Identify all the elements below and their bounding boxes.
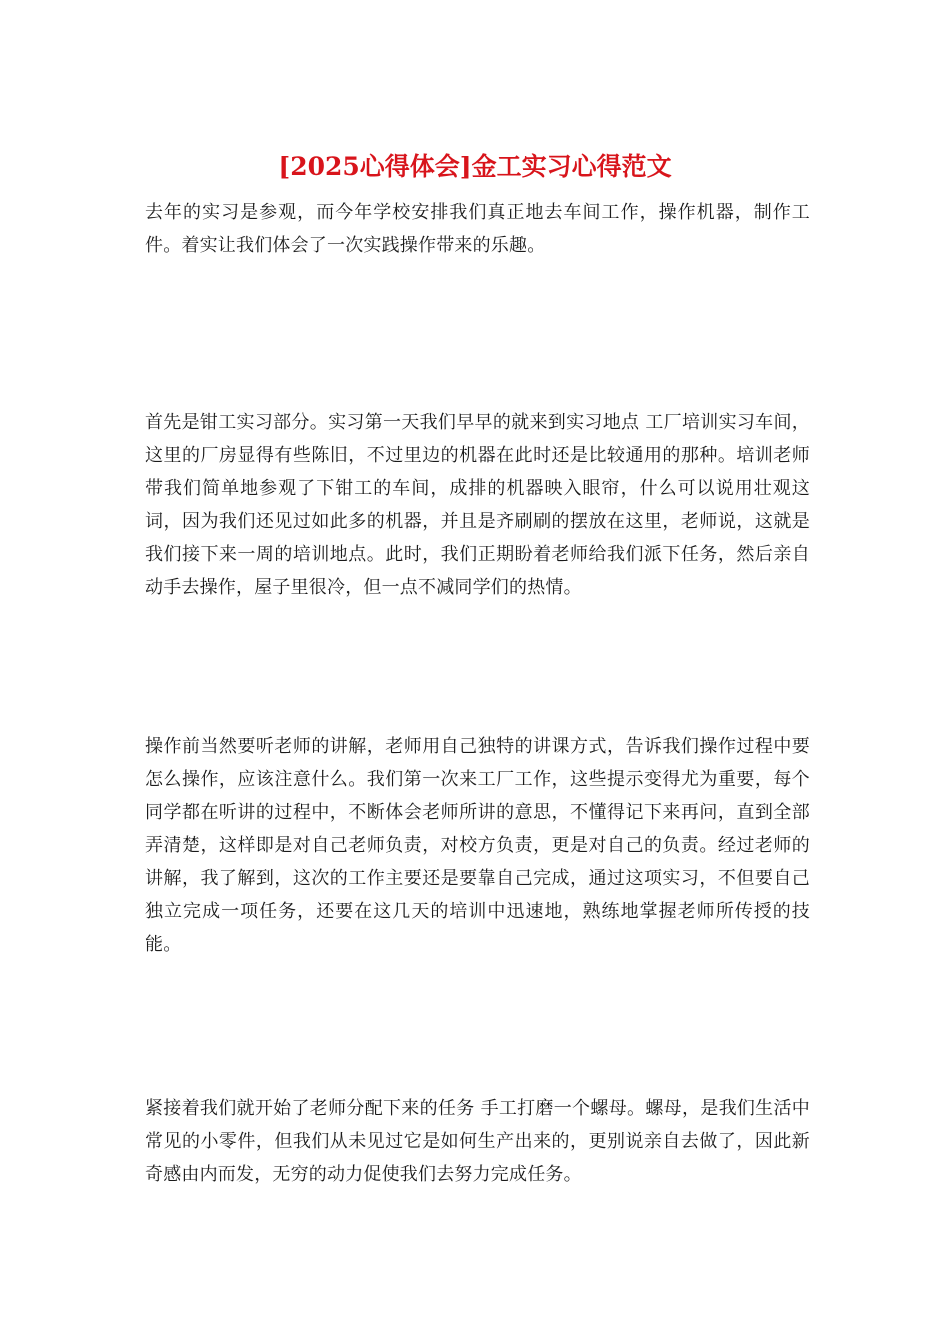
paragraph-3: 操作前当然要听老师的讲解，老师用自己独特的讲课方式，告诉我们操作过程中要怎么操作，应该注意什么。我们第一次来工厂工作，这些提示变得尤为重要，每个同学都在听讲的过程中，不断体会老师所讲的意思，不懂得记下来再问，直到全部弄清楚，这样即是对自己老师负责，对校方负责，更是对自己的负责。经过老师的讲解，我了解到，这次的工作主要还是要靠自己完成，通过这项实习，不但要自己独立完成一项任务，还要在这几天的培训中迅速地，熟练地掌握老师所传授的技能。 bbox=[145, 736, 810, 955]
paragraph-2: 首先是钳工实习部分。实习第一天我们早早的就来到实习地点 工厂培训实习车间，这里的厂房显得有些陈旧，不过里边的机器在此时还是比较通用的那种。培训老师带我们简单地参观了下钳工的车间，成排的机器映入眼帘，什么可以说用壮观这词，因为我们还见过如此多的机器，并且是齐刷刷的摆放在这里，老师说，这就是我们接下来一周的培训地点。此时，我们正期盼着老师给我们派下任务，然后亲自动手去操作，屋子里很冷，但一点不减同学们的热情。 bbox=[145, 412, 810, 598]
paragraph-1: 去年的实习是参观，而今年学校安排我们真正地去车间工作，操作机器，制作工件。着实让我们体会了一次实践操作带来的乐趣。 bbox=[145, 202, 810, 256]
document-title: [2025心得体会]金工实习心得范文 bbox=[278, 152, 672, 181]
paragraph-4: 紧接着我们就开始了老师分配下来的任务 手工打磨一个螺母。螺母，是我们生活中常见的小零件，但我们从未见过它是如何生产出来的，更别说亲自去做了，因此新奇感由内而发，无穷的动力促使我们去努力完成任务。 bbox=[145, 1098, 810, 1185]
